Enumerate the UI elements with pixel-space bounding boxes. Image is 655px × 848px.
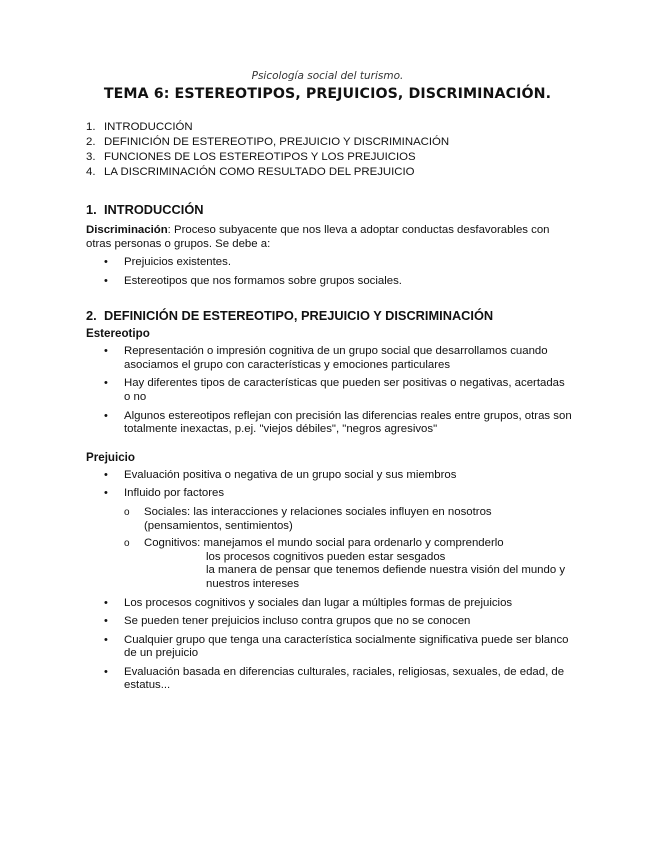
bullet-icon: • [104,615,108,628]
definition-text: : Proceso subyacente que nos lleva a adoptar conductas desfavorables con otras personas o grupos. Se debe a: [86,224,550,250]
bullet-icon: • [104,409,108,422]
section-1-list [86,256,572,288]
estereotipo-subheading: Estereotipo [86,327,150,341]
bullet-icon: • [104,665,108,678]
list-item [86,377,572,404]
sublist-item-text: Cognitivos: manejamos el mundo social para ordenarlo y comprenderlo [144,537,504,550]
list-item-text: Cualquier grupo que tenga una característica socialmente significativa puede ser blanco de un prejuicio [124,633,569,660]
list-item-text: Influido por factores [124,487,225,500]
table-of-contents [86,120,572,180]
list-item-text: Representación o impresión cognitiva de un grupo social que desarrollamos cuando asociamos el grupo con características y emociones particulares [124,345,548,371]
toc-label: FUNCIONES DE LOS ESTEREOTIPOS Y LOS PREJUICIOS [104,151,416,163]
list-item [86,469,572,483]
list-item [86,345,572,372]
list-item-text: Hay diferentes tipos de características que pueden ser positivas o negativas, acertadas o no [124,377,565,403]
list-item-text: Evaluación basada en diferencias culturales, raciales, religiosas, sexuales, de edad, de estatus... [124,665,565,692]
list-item [86,597,572,611]
toc-label: DEFINICIÓN DE ESTEREOTIPO, PREJUICIO Y DISCRIMINACIÓN [104,136,450,148]
list-item [86,275,572,289]
list-item [86,487,572,591]
bullet-icon: • [104,468,108,481]
discriminacion-definition [86,223,572,251]
section-title: INTRODUCCIÓN [104,202,204,217]
list-item [86,615,572,629]
list-item [86,634,572,661]
prejuicio-list [86,469,572,693]
toc-label: LA DISCRIMINACIÓN COMO RESULTADO DEL PREJUICIO [104,166,415,178]
bullet-icon: • [104,487,108,500]
toc-item [86,165,572,180]
bullet-icon: • [104,633,108,646]
section-2-heading [86,308,572,323]
toc-item [86,120,572,135]
page-title: TEMA 6: ESTEREOTIPOS, PREJUICIOS, DISCRIMINACIÓN. [103,86,552,102]
toc-item [86,135,572,150]
course-subtitle: Psicología social del turismo. [251,70,404,82]
toc-number: 4. [86,166,96,178]
sublist-item [124,506,572,533]
toc-number: 3. [86,151,96,163]
list-item [86,256,572,270]
list-item-text: Evaluación positiva o negativa de un grupo social y sus miembros [124,468,457,481]
prejuicio-subheading: Prejuicio [86,450,135,464]
list-item-text: Se pueden tener prejuicios incluso contra grupos que no se conocen [124,615,471,628]
toc-number: 1. [86,121,96,133]
list-item [86,666,572,693]
list-item-text: Estereotipos que nos formamos sobre grupos sociales. [124,274,402,287]
toc-label: INTRODUCCIÓN [104,121,193,133]
section-number: 1. [86,202,97,217]
sublist-item-text: Sociales: las interacciones y relaciones sociales influyen en nosotros (pensamientos, sentimientos) [144,505,492,532]
bullet-icon: • [104,377,108,390]
section-1-heading [86,202,572,217]
document-page [86,70,572,693]
bullet-icon: • [104,596,108,609]
estereotipo-list [86,345,572,437]
list-item-text: Prejuicios existentes. [124,256,231,268]
list-item-text: Los procesos cognitivos y sociales dan lugar a múltiples formas de prejuicios [124,596,513,609]
detail-line: los procesos cognitivos pueden estar sesgados [206,550,446,563]
bullet-icon: • [104,256,108,268]
section-title: DEFINICIÓN DE ESTEREOTIPO, PREJUICIO Y DISCRIMINACIÓN [104,308,494,324]
toc-item [86,150,572,165]
list-item-text: Algunos estereotipos reflejan con precisión las diferencias reales entre grupos, otras son totalmente inexactas, p.ej. "viejos débiles", "negros agresivos" [124,409,572,436]
circle-bullet-icon: o [124,506,130,518]
term: Discriminación [86,224,168,236]
circle-bullet-icon: o [124,538,130,550]
list-item [86,410,572,437]
bullet-icon: • [104,345,108,358]
bullet-icon: • [104,274,108,287]
factores-sublist [124,506,572,592]
cognitivos-detail [144,551,572,592]
section-number: 2. [86,308,97,324]
detail-line: la manera de pensar que tenemos defiende nuestra visión del mundo y nuestros intereses [206,564,566,590]
sublist-item [124,537,572,591]
toc-number: 2. [86,136,96,148]
